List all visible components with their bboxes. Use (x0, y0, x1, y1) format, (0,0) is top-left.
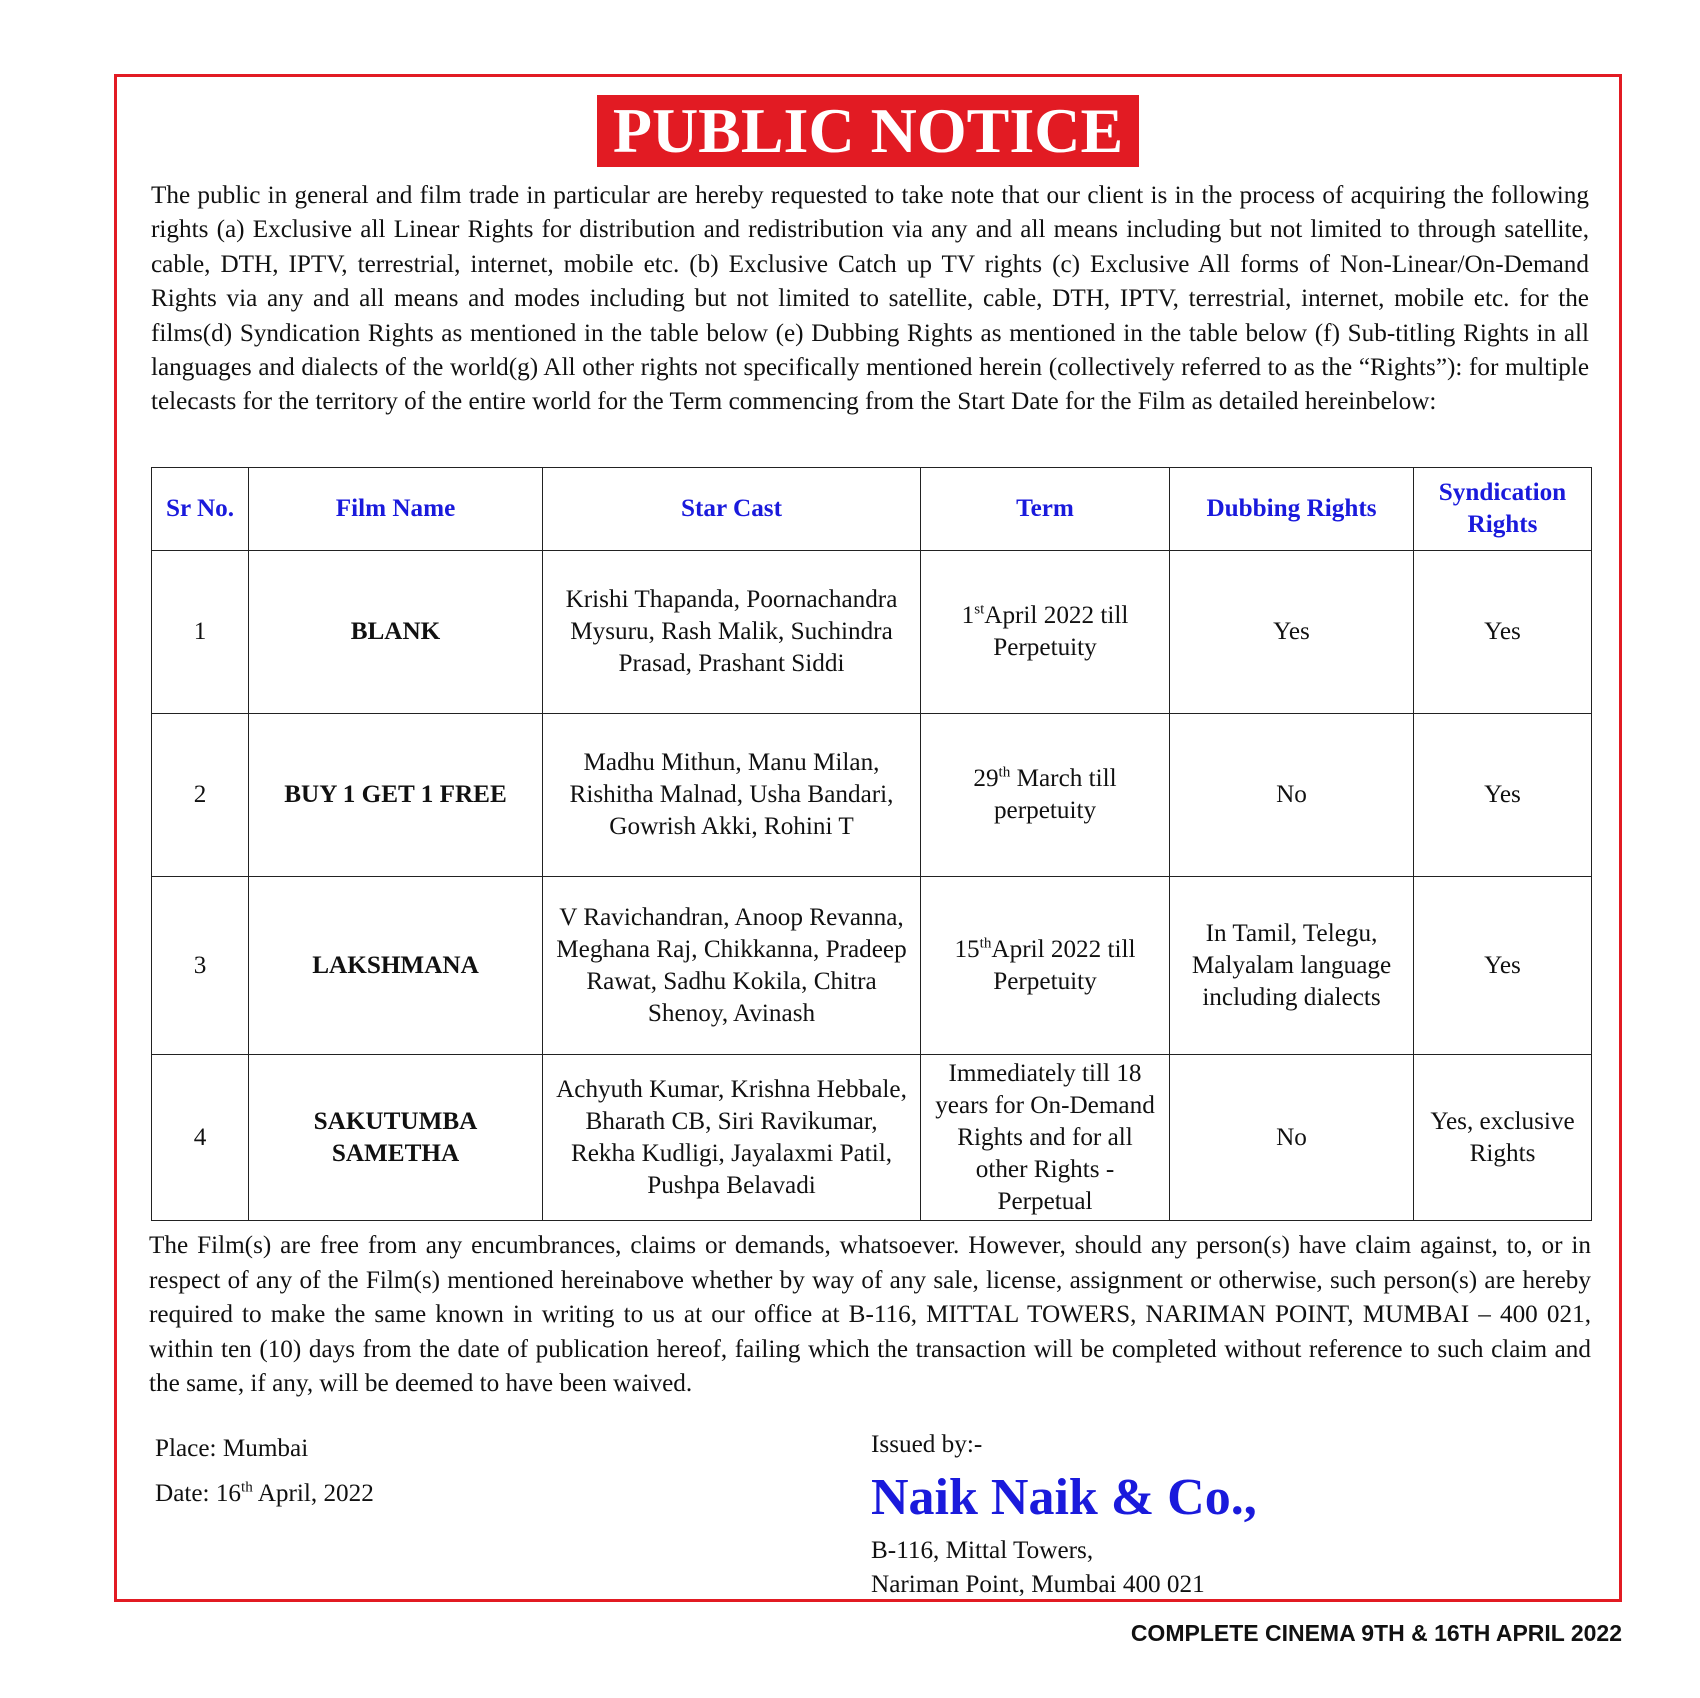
header-dubbing-rights: Dubbing Rights (1170, 468, 1414, 551)
term-rest: April 2022 till Perpetuity (991, 935, 1136, 995)
cell-dubbing: No (1170, 1055, 1414, 1221)
cell-film-name: LAKSHMANA (249, 877, 543, 1055)
firm-name: Naik Naik & Co., (871, 1469, 1257, 1526)
term-day: 29 (973, 765, 999, 792)
cell-dubbing: In Tamil, Telegu, Malyalam language including dialects (1170, 877, 1414, 1055)
term-ordinal: st (974, 601, 985, 618)
date-prefix: Date: 16 (155, 1480, 242, 1507)
date-ordinal: th (241, 1479, 253, 1496)
cell-syndication: Yes (1414, 877, 1592, 1055)
table-row (152, 714, 1592, 877)
cell-star-cast: Madhu Mithun, Manu Milan, Rishitha Malnad, Usha Bandari, Gowrish Akki, Rohini T (543, 714, 921, 877)
term-day: 1 (961, 602, 975, 629)
cell-star-cast: Achyuth Kumar, Krishna Hebbale, Bharath CB, Siri Ravikumar, Rekha Kudligi, Jayalaxmi Patil, Pushpa Belavadi (543, 1055, 921, 1221)
term-rest: March till perpetuity (993, 765, 1117, 824)
cell-term (921, 714, 1170, 877)
cell-sr-no: 4 (152, 1055, 249, 1221)
date-line (155, 1478, 374, 1510)
term-ordinal: th (998, 764, 1011, 781)
firm-address-line-2: Nariman Point, Mumbai 400 021 (871, 1571, 1205, 1598)
table-row (152, 877, 1592, 1055)
cell-film-name: BLANK (249, 551, 543, 714)
cell-sr-no: 2 (152, 714, 249, 877)
outro-paragraph: The Film(s) are free from any encumbrances, claims or demands, whatsoever. However, should any person(s) have claim against, to, or in respect of any of the Film(s) mentioned hereinabove whether by way of any sale, license, assignment or otherwise, such person(s) are hereby required to make the same known in writing to us at our office at B-116, MITTAL TOWERS, NARIMAN POINT, MUMBAI – 400 021, within ten (10) days from the date of publication hereof, failing which the transaction will be completed without reference to such claim and the same, if any, will be deemed to have been waived. (149, 1232, 1591, 1398)
cell-star-cast: V Ravichandran, Anoop Revanna, Meghana Raj, Chikkanna, Pradeep Rawat, Sadhu Kokila, Chitra Shenoy, Avinash (543, 877, 921, 1055)
cell-syndication: Yes (1414, 714, 1592, 877)
publication-credit: COMPLETE CINEMA 9TH & 16TH APRIL 2022 (1130, 1620, 1622, 1646)
cell-term: Immediately till 18 years for On-Demand Rights and for all other Rights - Perpetual (921, 1055, 1170, 1221)
cell-star-cast: Krishi Thapanda, Poornachandra Mysuru, Rash Malik, Suchindra Prasad, Prashant Siddi (543, 551, 921, 714)
header-sr-no: Sr No. (152, 468, 249, 551)
cell-sr-no: 1 (152, 551, 249, 714)
term-rest: April 2022 till Perpetuity (984, 602, 1129, 661)
cell-film-name: SAKUTUMBA SAMETHA (249, 1055, 543, 1221)
table-row (152, 551, 1592, 714)
table-header-row (152, 468, 1592, 551)
term-ordinal: th (979, 935, 992, 952)
cell-sr-no: 3 (152, 877, 249, 1055)
intro-paragraph: The public in general and film trade in particular are hereby requested to take note that our client is in the process of acquiring the following rights (a) Exclusive all Linear Rights for distribution and redistribution via any and all means including but not limited to through satellite, cable, DTH, IPTV, terrestrial, internet, mobile etc. (b) Exclusive Catch up TV rights (c) Exclusive All forms of Non-Linear/On-Demand Rights via any and all means and modes including but not limited to satellite, cable, DTH, IPTV, terrestrial, internet, mobile etc. for the films(d) Syndication Rights as mentioned in the table below (e) Dubbing Rights as mentioned in the table below (f) Sub-titling Rights in all languages and dialects of the world(g) All other rights not specifically mentioned herein (collectively referred to as the “Rights”): for multiple telecasts for the territory of the entire world for the Term commencing from the Start Date for the Film as detailed hereinbelow: (151, 182, 1589, 416)
header-syndication-rights: Syndication Rights (1414, 468, 1592, 551)
notice-frame (114, 74, 1622, 1602)
cell-term (921, 877, 1170, 1055)
place-line: Place: Mumbai (155, 1435, 309, 1462)
cell-term (921, 551, 1170, 714)
firm-address-line-1: B-116, Mittal Towers, (871, 1537, 1094, 1564)
term-day: 15 (954, 935, 980, 963)
rights-table (151, 467, 1592, 1221)
issued-by-label: Issued by:- (871, 1431, 983, 1458)
cell-dubbing: No (1170, 714, 1414, 877)
notice-title: PUBLIC NOTICE (597, 95, 1139, 167)
cell-film-name: BUY 1 GET 1 FREE (249, 714, 543, 877)
cell-syndication: Yes, exclusive Rights (1414, 1055, 1592, 1221)
title-wrap (117, 95, 1619, 167)
header-star-cast: Star Cast (543, 468, 921, 551)
table-row (152, 1055, 1592, 1221)
header-term: Term (921, 468, 1170, 551)
cell-dubbing: Yes (1170, 551, 1414, 714)
header-film-name: Film Name (249, 468, 543, 551)
date-rest: April, 2022 (252, 1480, 374, 1507)
cell-syndication: Yes (1414, 551, 1592, 714)
